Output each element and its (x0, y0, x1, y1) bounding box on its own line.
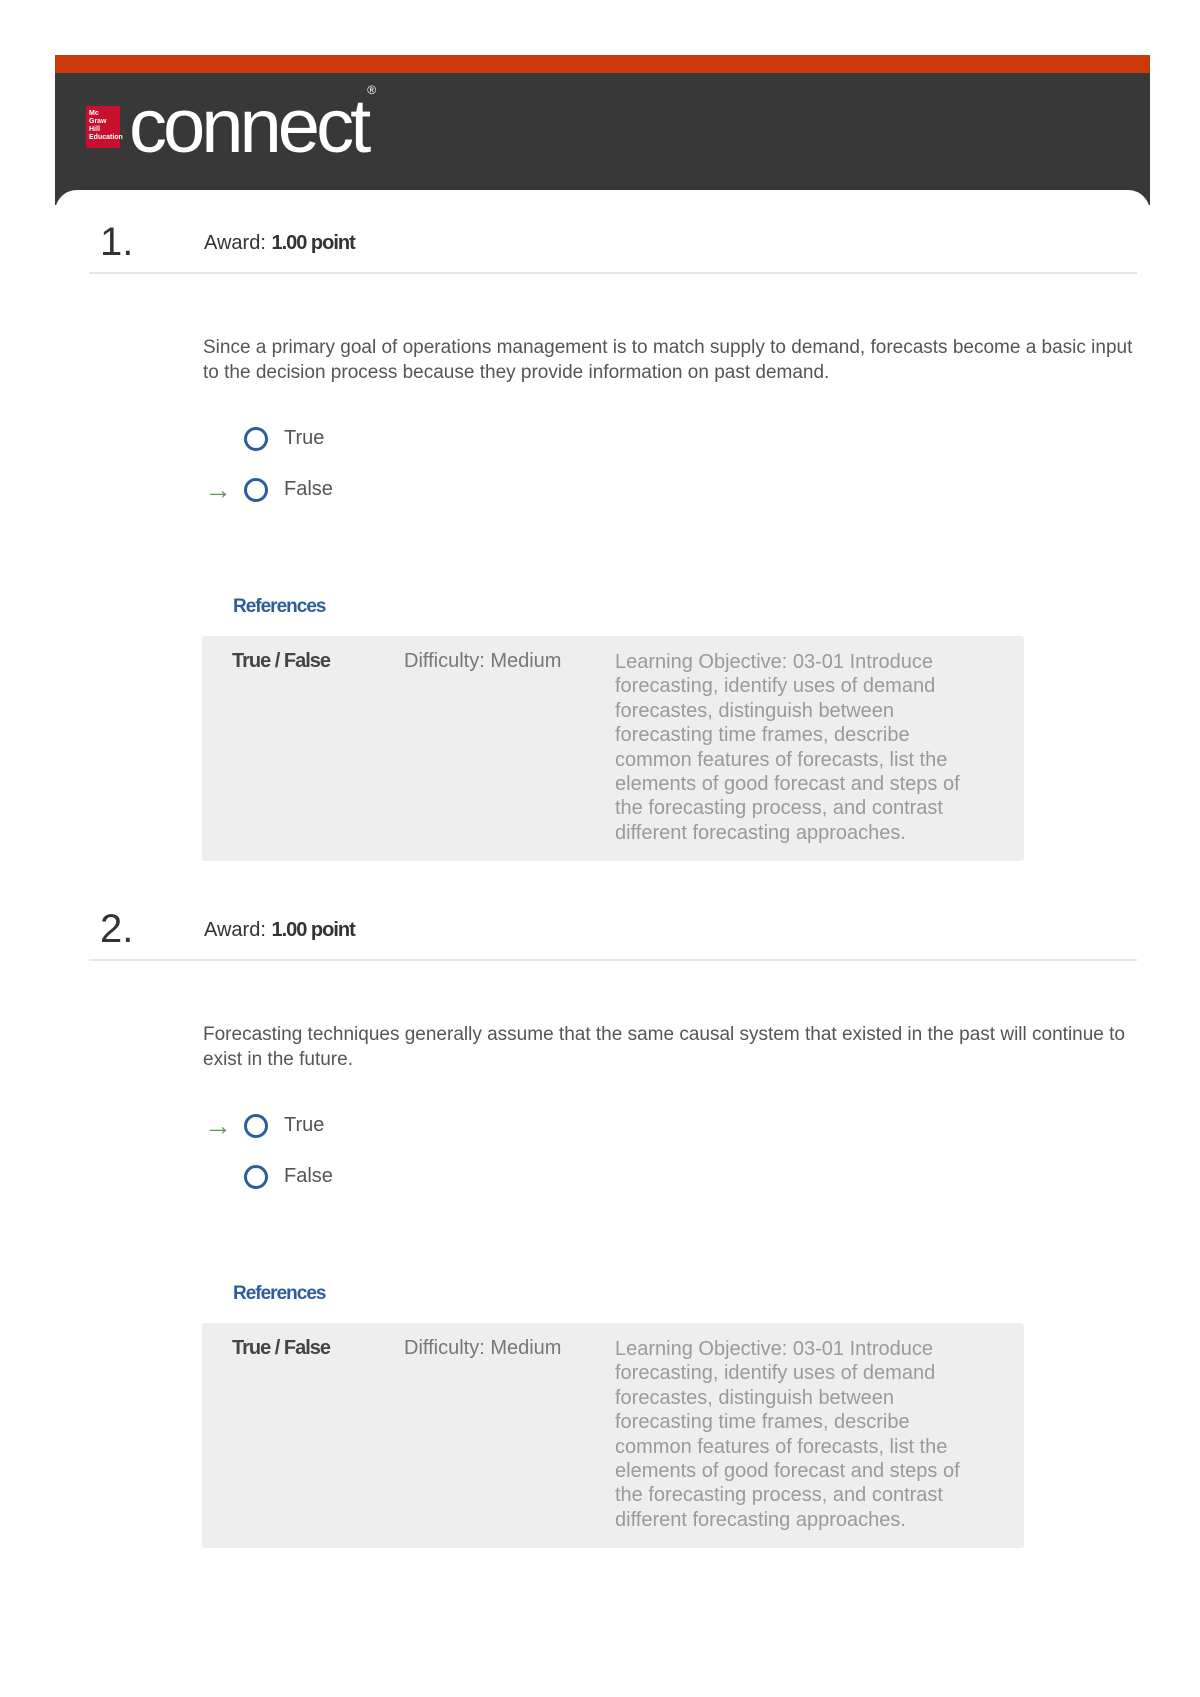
award-label: Award: (204, 232, 266, 254)
question-text: Since a primary goal of operations management is to match supply to demand, forecasts become a basic input to the decision process because they provide information on past demand. (203, 337, 1133, 383)
reference-type: True / False (232, 650, 331, 672)
option-true[interactable] (204, 1110, 404, 1144)
option-label: True (284, 1114, 325, 1136)
option-label: False (284, 1165, 333, 1187)
references-title[interactable]: References (233, 1283, 326, 1304)
selected-arrow-icon: → (204, 1110, 232, 1141)
card-top (55, 190, 1150, 220)
reference-box (202, 1323, 1024, 1548)
connect-wordmark: connect (129, 84, 368, 169)
mcgraw-hill-logo: Mc Graw Hill Education (86, 106, 120, 148)
brand-accent-bar (55, 55, 1150, 73)
selected-arrow-icon: → (204, 474, 232, 505)
registered-mark: ® (367, 83, 377, 97)
radio-button[interactable] (244, 1165, 268, 1189)
divider (89, 959, 1137, 961)
option-false[interactable] (204, 1165, 404, 1195)
header-bar (55, 73, 1150, 205)
radio-button[interactable] (244, 427, 268, 451)
question-number: 2. (100, 907, 134, 951)
reference-difficulty: Difficulty: Medium (404, 650, 562, 672)
connect-logo (129, 83, 376, 170)
reference-type: True / False (232, 1337, 331, 1359)
divider (89, 272, 1137, 274)
option-label: False (284, 478, 333, 500)
award (204, 232, 355, 255)
reference-objective: Learning Objective: 03-01 Introduce forecasting, identify uses of demand forecastes, distinguish between forecasting time frames, describe common features of forecasts, list the elements of good forecast and steps of the forecasting process, and contrast different forecasting approaches. (615, 1338, 960, 1531)
award-label: Award: (204, 919, 266, 941)
reference-box (202, 636, 1024, 861)
award-value: 1.00 point (271, 919, 355, 941)
references-title[interactable]: References (233, 596, 326, 617)
radio-button[interactable] (244, 478, 268, 502)
award-value: 1.00 point (271, 232, 355, 254)
reference-difficulty: Difficulty: Medium (404, 1337, 562, 1359)
award (204, 919, 355, 942)
radio-button[interactable] (244, 1114, 268, 1138)
reference-objective: Learning Objective: 03-01 Introduce forecasting, identify uses of demand forecastes, distinguish between forecasting time frames, describe common features of forecasts, list the elements of good forecast and steps of the forecasting process, and contrast different forecasting approaches. (615, 651, 960, 844)
question-number: 1. (100, 220, 134, 264)
question-text: Forecasting techniques generally assume that the same causal system that existed in the past will continue to exist in the future. (203, 1024, 1125, 1070)
option-label: True (284, 427, 325, 449)
option-false[interactable] (204, 474, 404, 508)
option-true[interactable] (204, 427, 404, 457)
